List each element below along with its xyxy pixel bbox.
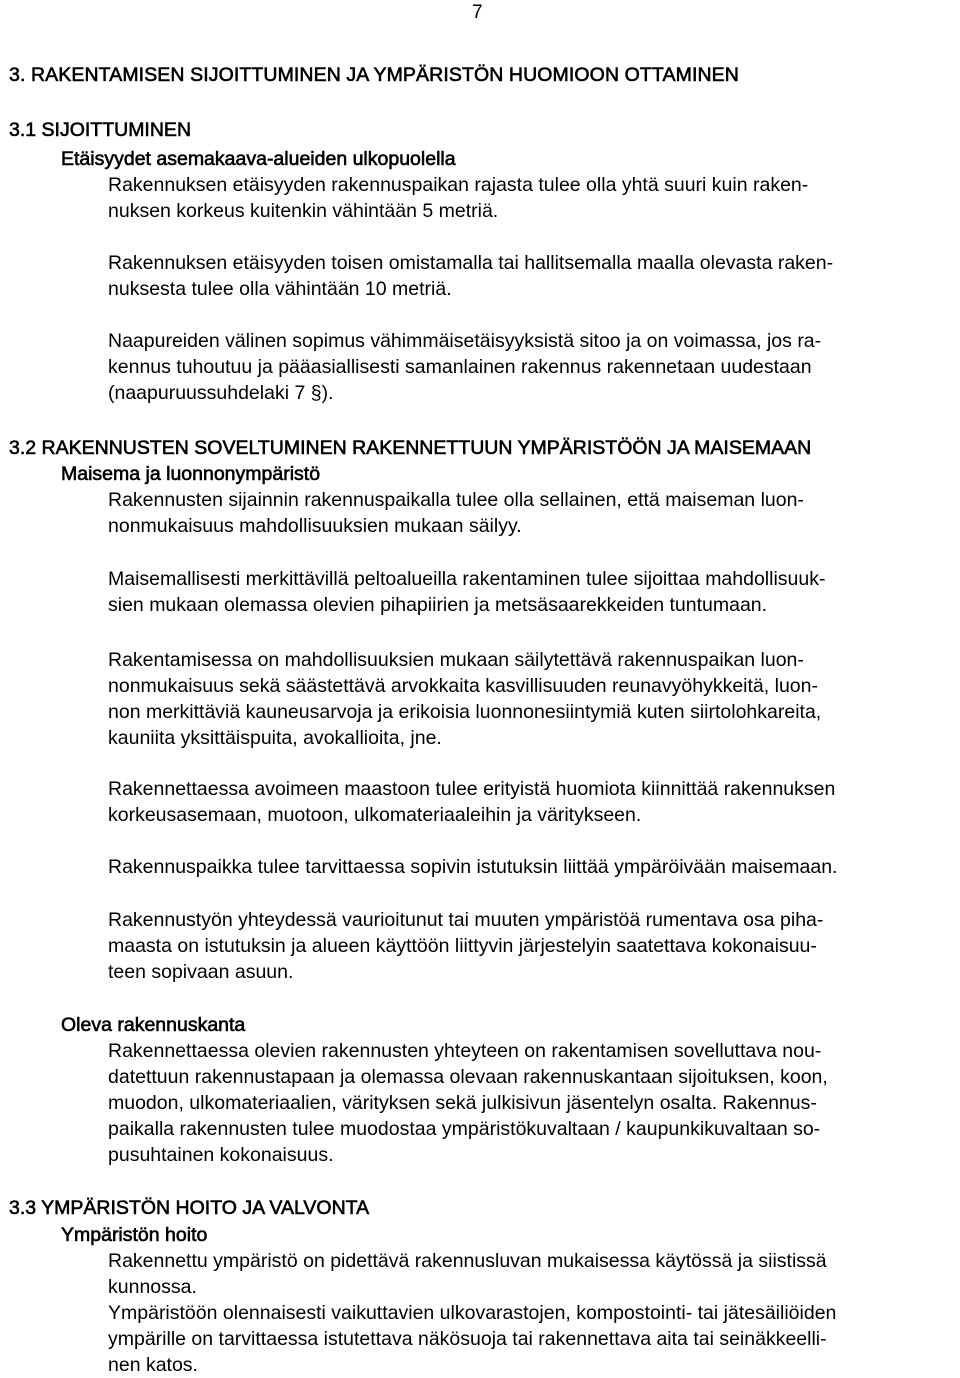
paragraph-line: datettuun rakennustapaan ja olemassa olevaan rakennuskantaan sijoituksen, koon, <box>108 1066 828 1088</box>
paragraph <box>108 907 956 985</box>
section-3-1-title: 3.1 SIJOITTUMINEN <box>9 119 192 141</box>
paragraph-line: Rakentamisessa on mahdollisuuksien mukaan säilytettävä rakennuspaikan luon- <box>108 649 804 671</box>
paragraph-line: korkeusasemaan, muotoon, ulkomateriaaleihin ja väritykseen. <box>108 804 642 826</box>
paragraph <box>108 1038 956 1168</box>
paragraph <box>108 172 956 224</box>
paragraph-line: paikalla rakennusten tulee muodostaa ympäristökuvaltaan / kaupunkikuvaltaan so- <box>108 1118 821 1140</box>
paragraph <box>108 250 956 302</box>
paragraph-line: teen sopivaan asuun. <box>108 961 294 983</box>
paragraph-line: sien mukaan olemassa olevien pihapiirien ja metsäsaarekkeiden tuntumaan. <box>108 594 768 616</box>
chapter-title: 3. RAKENTAMISEN SIJOITTUMINEN JA YMPÄRISTÖN HUOMIOON OTTAMINEN <box>9 64 739 86</box>
paragraph-line: nuksen korkeus kuitenkin vähintään 5 metriä. <box>108 200 499 222</box>
paragraph <box>108 1300 956 1378</box>
paragraph <box>108 487 956 539</box>
paragraph <box>108 776 956 828</box>
paragraph-line: muodon, ulkomateriaalien, värityksen sekä julkisivun jäsentelyn osalta. Rakennus- <box>108 1092 817 1114</box>
paragraph-line: Rakennuspaikka tulee tarvittaessa sopivin istutuksin liittää ympäröivään maisemaan. <box>108 856 838 878</box>
paragraph-line: Rakennettu ympäristö on pidettävä rakennusluvan mukaisessa käytössä ja siistissä <box>108 1250 827 1272</box>
paragraph-line: Rakennuksen etäisyyden rakennuspaikan rajasta tulee olla yhtä suuri kuin raken- <box>108 174 809 196</box>
paragraph <box>108 1248 956 1300</box>
existing-buildings-subtitle: Oleva rakennuskanta <box>61 1014 246 1036</box>
paragraph-line: maasta on istutuksin ja alueen käyttöön liittyvin järjestelyin saatettava kokonaisuu- <box>108 935 817 957</box>
paragraph-line: Maisemallisesti merkittävillä peltoalueilla rakentaminen tulee sijoittaa mahdollisuuk- <box>108 568 826 590</box>
section-3-2-subtitle: Maisema ja luonnonympäristö <box>61 463 321 485</box>
paragraph-line: Naapureiden välinen sopimus vähimmäisetäisyyksistä sitoo ja on voimassa, jos ra- <box>108 330 822 352</box>
paragraph-line: nuksesta tulee olla vähintään 10 metriä. <box>108 278 452 300</box>
paragraph-line: kauniita yksittäispuita, avokallioita, jne. <box>108 727 442 749</box>
paragraph-line: (naapuruussuhdelaki 7 §). <box>108 382 334 404</box>
paragraph-line: kennus tuhoutuu ja pääasiallisesti samanlainen rakennus rakennetaan uudestaan <box>108 356 812 378</box>
paragraph-line: Rakennusten sijainnin rakennuspaikalla tulee olla sellainen, että maiseman luon- <box>108 489 804 511</box>
paragraph-line: Rakennettaessa olevien rakennusten yhteyteen on rakentamisen sovelluttava nou- <box>108 1040 822 1062</box>
section-3-1-subtitle: Etäisyydet asemakaava-alueiden ulkopuolella <box>61 148 456 170</box>
paragraph-line: pusuhtainen kokonaisuus. <box>108 1144 334 1166</box>
paragraph <box>108 328 956 406</box>
paragraph-line: nen katos. <box>108 1354 198 1376</box>
paragraph-line: non merkittäviä kauneusarvoja ja erikoisia luonnonesiintymiä kuten siirtolohkareita, <box>108 701 822 723</box>
paragraph <box>108 854 956 880</box>
section-3-3-title: 3.3 YMPÄRISTÖN HOITO JA VALVONTA <box>9 1197 370 1219</box>
paragraph-line: ympärille on tarvittaessa istutettava näkösuoja tai rakennettava aita tai seinäkkeelli- <box>108 1328 827 1350</box>
page-number: 7 <box>472 2 483 23</box>
paragraph <box>108 566 956 618</box>
paragraph-line: Rakennuksen etäisyyden toisen omistamalla tai hallitsemalla maalla olevasta raken- <box>108 252 834 274</box>
paragraph-line: Rakennustyön yhteydessä vaurioitunut tai muuten ympäristöä rumentava osa piha- <box>108 909 824 931</box>
section-3-3-subtitle: Ympäristön hoito <box>61 1224 208 1246</box>
paragraph-line: Rakennettaessa avoimeen maastoon tulee erityistä huomiota kiinnittää rakennuksen <box>108 778 836 800</box>
paragraph-line: kunnossa. <box>108 1276 197 1298</box>
section-3-2-title: 3.2 RAKENNUSTEN SOVELTUMINEN RAKENNETTUUN YMPÄRISTÖÖN JA MAISEMAAN <box>9 437 812 459</box>
paragraph-line: nonmukaisuus mahdollisuuksien mukaan säilyy. <box>108 515 522 537</box>
paragraph-line: nonmukaisuus sekä säästettävä arvokkaita kasvillisuuden reunavyöhykkeitä, luon- <box>108 675 818 697</box>
paragraph-line: Ympäristöön olennaisesti vaikuttavien ulkovarastojen, kompostointi- tai jätesäiliöiden <box>108 1302 837 1324</box>
paragraph <box>108 647 956 751</box>
